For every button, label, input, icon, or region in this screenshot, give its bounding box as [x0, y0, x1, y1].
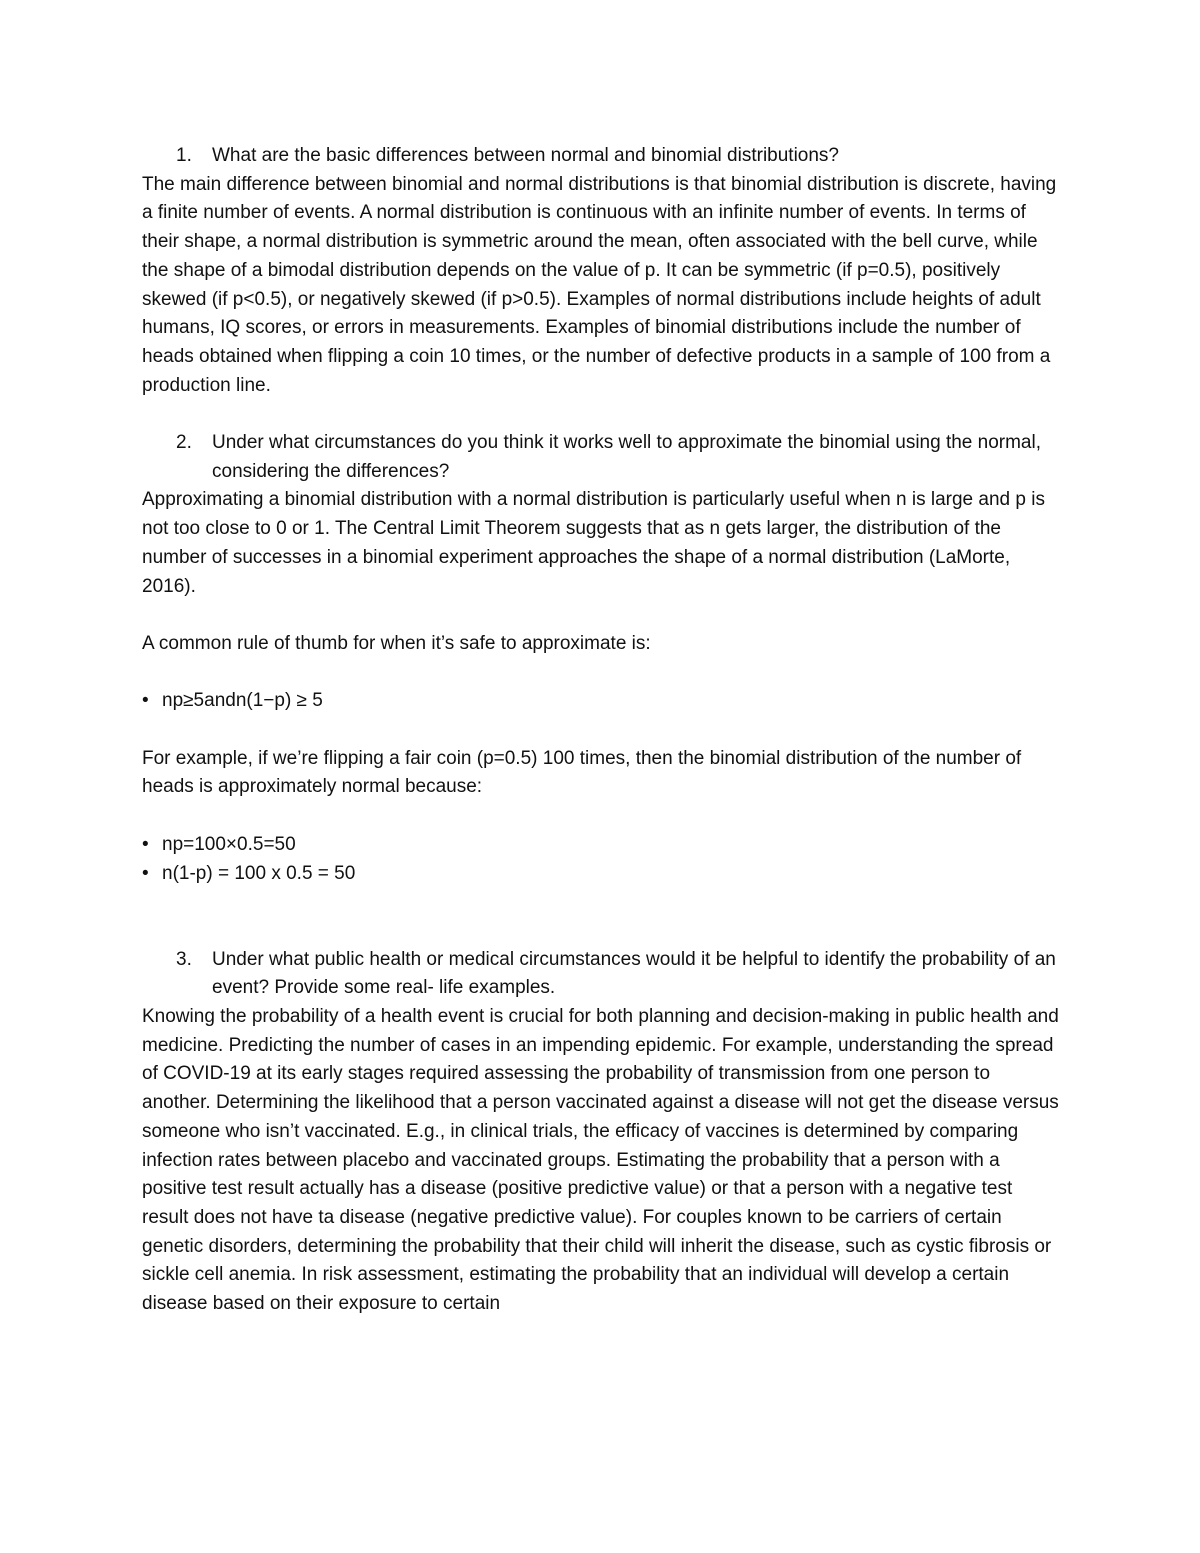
example-bullet-text: n(1-p) = 100 x 0.5 = 50 [162, 862, 356, 884]
answer-1: The main difference between binomial and normal distributions is that binomial distribution is discrete, having a finite number of events. A normal distribution is continuous with an infinite number of events. In terms of their shape, a normal distribution is symmetric around the mean, often associated with the bell curve, while the shape of a bimodal distribution depends on the value of p. It can be symmetric (if p=0.5), positively skewed (if p<0.5), or negatively skewed (if p>0.5). Examples of normal distributions include heights of adult humans, IQ scores, or errors in measurements. Examples of binomial distributions include the number of heads obtained when flipping a coin 10 times, or the number of defective products in a sample of 100 from a production line. [142, 173, 1057, 396]
list-item [142, 831, 1062, 860]
answer-3: Knowing the probability of a health event is crucial for both planning and decision-making in public health and medicine. Predicting the number of cases in an impending epidemic. For example, understanding the spread of COVID-19 at its early stages required assessing the probability of transmission from one person to another. Determining the likelihood that a person vaccinated against a disease will not get the disease versus someone who isn’t vaccinated. E.g., in clinical trials, the efficacy of vaccines is determined by comparing infection rates between placebo and vaccinated groups. Estimating the probability that a person with a positive test result actually has a disease (positive predictive value) or that a person with a negative test result does not have ta disease (negative predictive value). For couples known to be carriers of certain genetic disorders, determining the probability that their child will inherit the disease, such as cystic fibrosis or sickle cell anemia. In risk assessment, estimating the probability that an individual will develop a certain disease based on their exposure to certain [142, 1006, 1059, 1315]
document-body [142, 142, 1062, 1319]
example-intro: For example, if we’re flipping a fair coin (p=0.5) 100 times, then the binomial distribution of the number of heads is approximately normal because: [142, 747, 1022, 798]
question-3-number: 3. [176, 948, 192, 970]
question-1 [142, 142, 1062, 171]
answer-2: Approximating a binomial distribution with a normal distribution is particularly useful when n is large and p is not too close to 0 or 1. The Central Limit Theorem suggests that as n gets larger, the distribution of the number of successes in a binomial experiment approaches the shape of a normal distribution (LaMorte, 2016). [142, 489, 1045, 597]
list-item [142, 860, 1062, 889]
question-1-number: 1. [176, 145, 192, 166]
example-bullet-text: np=100×0.5=50 [162, 833, 296, 855]
rule-bullet-text: np≥5andn(1−p) ≥ 5 [162, 690, 323, 712]
question-1-text: What are the basic differences between normal and binomial distributions? [212, 145, 839, 166]
bullet-icon: • [142, 862, 149, 884]
bullet-icon: • [142, 833, 149, 855]
rule-bullet-list [142, 687, 1062, 716]
rule-intro: A common rule of thumb for when it’s safe to approximate is: [142, 632, 651, 654]
list-item [142, 687, 1062, 716]
question-2-text: Under what circumstances do you think it works well to approximate the binomial using the normal, considering the differences? [212, 432, 1041, 482]
question-3 [142, 946, 1062, 1003]
bullet-icon: • [142, 690, 149, 712]
question-2 [142, 429, 1062, 486]
example-bullet-list [142, 831, 1062, 888]
question-3-text: Under what public health or medical circumstances would it be helpful to identify the probability of an event? Provide some real- life examples. [212, 948, 1056, 999]
question-2-number: 2. [176, 432, 192, 454]
